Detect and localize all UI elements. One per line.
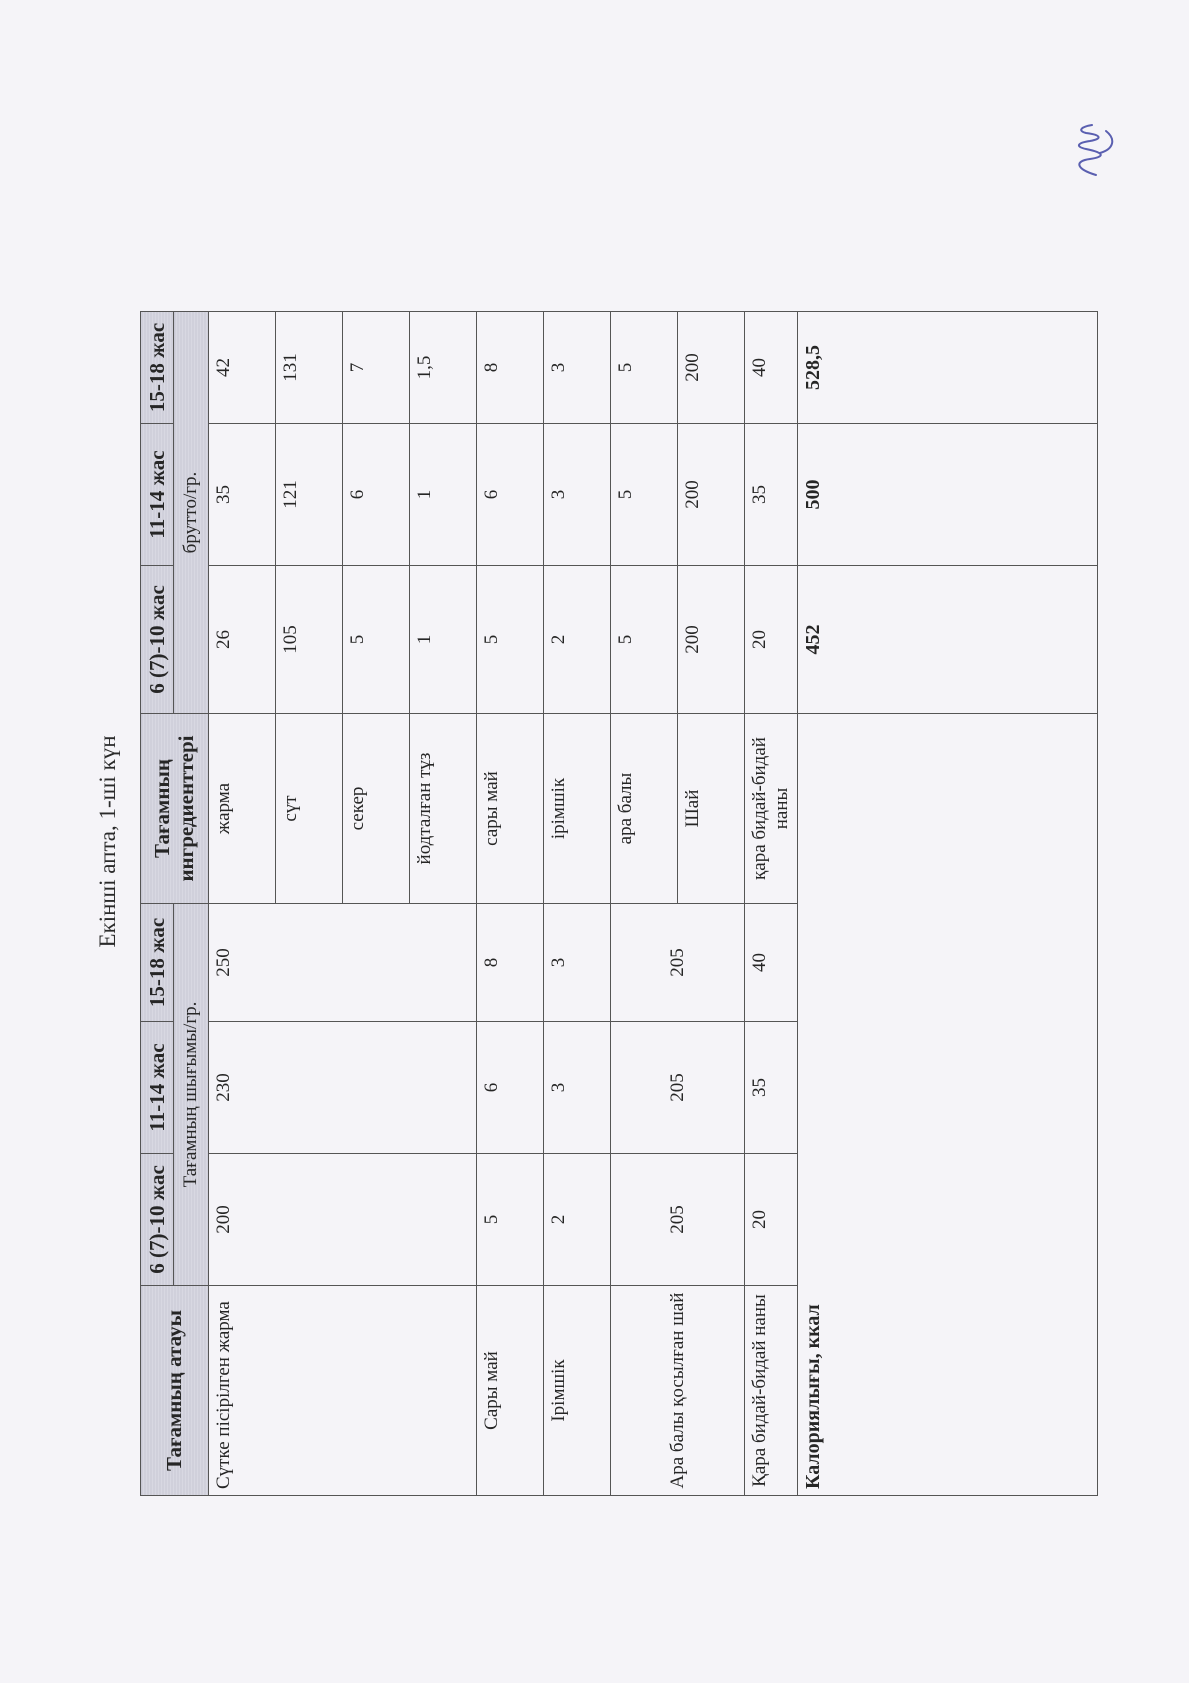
- yield-value: 250: [208, 904, 476, 1022]
- gross-value: 6: [342, 424, 409, 566]
- blank-margin-column: [141, 151, 209, 312]
- gross-value: 8: [476, 312, 543, 424]
- yield-value: 205: [610, 1154, 744, 1286]
- ingredient-name: сары май: [476, 714, 543, 904]
- gross-value: 5: [342, 566, 409, 714]
- ingredient-name: жарма: [208, 714, 275, 904]
- yield-value: 205: [610, 1022, 744, 1154]
- calories-value: 500: [797, 424, 1097, 566]
- unit-yield: Тағамның шығымы/гр.: [174, 904, 209, 1286]
- table-row: [610, 151, 677, 1496]
- header-ingredients: Тағамның ингредиенттері: [141, 714, 209, 904]
- header-gross-age-15-18: 15-18 жас: [141, 312, 174, 424]
- header-yield-age-15-18: 15-18 жас: [141, 904, 174, 1022]
- calories-value: 528,5: [797, 312, 1097, 424]
- header-gross-age-6-10: 6 (7)-10 жас: [141, 566, 174, 714]
- yield-value: 3: [543, 1022, 610, 1154]
- gross-value: 40: [744, 312, 797, 424]
- gross-value: 6: [476, 424, 543, 566]
- yield-value: 200: [208, 1154, 476, 1286]
- header-yield-age-6-10: 6 (7)-10 жас: [141, 1154, 174, 1286]
- gross-value: 7: [342, 312, 409, 424]
- ingredient-name: ірімшік: [543, 714, 610, 904]
- gross-value: 35: [744, 424, 797, 566]
- page-title: Екінші апта, 1-ші күн: [95, 735, 120, 948]
- unit-gross: брутто/гр.: [174, 312, 209, 714]
- yield-value: 5: [476, 1154, 543, 1286]
- yield-value: 35: [744, 1022, 797, 1154]
- gross-value: 200: [677, 424, 744, 566]
- yield-value: 20: [744, 1154, 797, 1286]
- ingredient-name: секер: [342, 714, 409, 904]
- gross-value: 200: [677, 566, 744, 714]
- gross-value: 5: [610, 424, 677, 566]
- header-yield-age-11-14: 11-14 жас: [141, 1022, 174, 1154]
- menu-sheet: [140, 151, 1188, 1496]
- yield-value: 8: [476, 904, 543, 1022]
- table-row: [543, 151, 610, 1496]
- gross-value: 3: [543, 312, 610, 424]
- blank-cell: [797, 151, 1097, 312]
- gross-value: 2: [543, 566, 610, 714]
- dish-name: Сары май: [476, 1286, 543, 1496]
- gross-value: 5: [476, 566, 543, 714]
- ingredient-name: қара бидай-бидай наны: [744, 714, 797, 904]
- header-row: [141, 151, 174, 1496]
- table-row: [476, 151, 543, 1496]
- yield-value: 205: [610, 904, 744, 1022]
- gross-value: 1: [409, 566, 476, 714]
- gross-value: 3: [543, 424, 610, 566]
- dish-name: Сүтке пісірілген жарма: [208, 1286, 476, 1496]
- yield-value: 230: [208, 1022, 476, 1154]
- gross-value: 42: [208, 312, 275, 424]
- ingredient-name: Шай: [677, 714, 744, 904]
- ingredient-name: ара балы: [610, 714, 677, 904]
- gross-value: 35: [208, 424, 275, 566]
- gross-value: 5: [610, 566, 677, 714]
- yield-value: 6: [476, 1022, 543, 1154]
- calories-label: Калориялығы, ккал: [797, 714, 1097, 1496]
- table-row: [208, 151, 275, 1496]
- dish-name: Ара балы қосылған шай: [610, 1286, 744, 1496]
- table-row: [744, 151, 797, 1496]
- ingredient-name: йодталған тұз: [409, 714, 476, 904]
- gross-value: 131: [275, 312, 342, 424]
- calories-row: [797, 151, 1097, 1496]
- yield-value: 3: [543, 904, 610, 1022]
- yield-value: 40: [744, 904, 797, 1022]
- gross-value: 1,5: [409, 312, 476, 424]
- menu-table: [140, 151, 1098, 1497]
- gross-value: 200: [677, 312, 744, 424]
- gross-value: 5: [610, 312, 677, 424]
- header-gross-age-11-14: 11-14 жас: [141, 424, 174, 566]
- gross-value: 1: [409, 424, 476, 566]
- gross-value: 26: [208, 566, 275, 714]
- dish-name: Қара бидай-бидай наны: [744, 1286, 797, 1496]
- dish-name: Ірімшік: [543, 1286, 610, 1496]
- calories-value: 452: [797, 566, 1097, 714]
- yield-value: 2: [543, 1154, 610, 1286]
- gross-value: 121: [275, 424, 342, 566]
- ingredient-name: сүт: [275, 714, 342, 904]
- signature-scribble: [1056, 113, 1126, 183]
- gross-value: 105: [275, 566, 342, 714]
- header-dish-name: Тағамның атауы: [141, 1286, 209, 1496]
- gross-value: 20: [744, 566, 797, 714]
